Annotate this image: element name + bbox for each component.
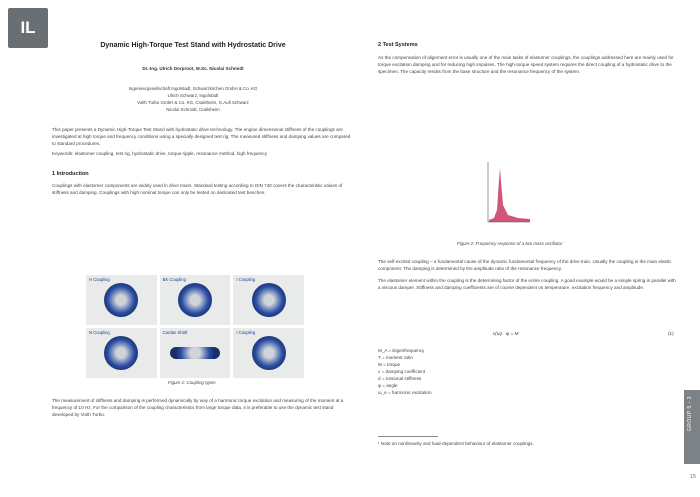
affiliation-line: Ingenieurgesellschaft Ingolstadt, Schwarzkirchen GmbH & Co. KG xyxy=(128,86,258,91)
tile-label: H Coupling xyxy=(89,277,110,282)
figure-tile xyxy=(86,275,157,325)
tile-label: I Coupling xyxy=(236,330,256,335)
affiliation-line: Ulrich Schwarz, Ingolstadt xyxy=(167,93,219,98)
figure-tile xyxy=(233,328,304,378)
tile-label: BK Coupling xyxy=(162,277,186,282)
section-2-text-2: The self-excited coupling – a fundamental cause of the dynamic fundamental frequency of the drive train. Usually the coupling is the main elastic component. The damping is determined by the amplitude ratio of the resonance frequency. xyxy=(378,259,672,271)
symbol-item: c = damping coefficient xyxy=(378,369,426,374)
figure-tile xyxy=(160,328,231,378)
equation: c(ω) · ψ = M xyxy=(493,331,519,336)
section-2-heading: 2 Test Systems xyxy=(378,42,418,48)
figure-1-caption: Figure 1: Coupling types xyxy=(168,380,216,385)
coupling-image xyxy=(104,283,138,317)
side-label: GROUP 5 - 3 xyxy=(687,396,693,432)
figure-tile xyxy=(160,275,231,325)
coupling-image xyxy=(252,336,286,370)
affiliation-line: Voith Turbo GmbH & Co. KG, Crailsheim, G.Aufi Schwarz xyxy=(137,100,249,105)
affiliation-line: Nicolai Schmidt, Crailsheim xyxy=(166,107,220,112)
coupling-image xyxy=(178,283,212,317)
section-tab xyxy=(684,390,700,464)
coupling-image xyxy=(252,283,286,317)
section-2-text: As the compensation of alignment error is usually one of the main tasks of elastomer couplings, the couplings addressed here are mainly used for torque excitation damping and for reducing high impulses. The high-torque speed system requires the direct coupling of a hydrostatic drive to the specimen. The capacity results from the base structure and the resonance frequency of the system. xyxy=(378,55,674,74)
tile-label: I Coupling xyxy=(236,277,256,282)
coupling-figure xyxy=(86,275,304,378)
logo: IL xyxy=(8,8,48,48)
figure-tile xyxy=(233,275,304,325)
equation-number: (1) xyxy=(668,331,674,336)
symbol-item: ω_e = harmonic excitation xyxy=(378,390,432,395)
symbol-item: T = moment ratio xyxy=(378,355,413,360)
coupling-image xyxy=(170,347,220,359)
abstract: This paper presents a Dynamic High-Torque Test Stand with hydrostatic drive technology. The engine dimensional stiffness of the couplings are investigated at high torque and frequency conditions using a specially designed test rig. The measured stiffness and damping values are compared to standard procedures. xyxy=(52,127,351,146)
affiliations xyxy=(68,85,318,113)
section-1-text: Couplings with elastomer components are widely used in drive trains. Standard testing according to DIN 740 covers the characteristic values of stiffness and damping. Couplings with high nominal torque can only be tested on dedicated test benches. xyxy=(52,183,343,195)
symbol-item: M_A = Eigenfrequency xyxy=(378,348,425,353)
symbol-item: φ = angle xyxy=(378,383,398,388)
footnote: ¹ Note on nonlinearity and load-dependent behaviour of elastomer couplings. xyxy=(378,441,534,446)
keywords: Keywords: elastomer coupling, test rig, hydrostatic drive, torque ripple, resonance method, high frequency xyxy=(52,151,267,156)
section-2-text-3: The elastomer element within the coupling is the determining factor of the entire coupling. A good example would be a simple spring in parallel with a viscous damper. Stiffness and damping coefficients are of course dependent on temperature, excitation frequency and amplitude. xyxy=(378,278,676,290)
frequency-response-chart xyxy=(484,160,532,226)
page-number: 15 xyxy=(689,474,696,480)
footnote-divider xyxy=(378,436,438,437)
coupling-image xyxy=(104,336,138,370)
figure-2-caption: Figure 2: Frequency response of a two mass oscillator xyxy=(457,241,563,246)
authors: Dr.-Ing. Ulrich Dorproot, M.Sc. Nicolai Schmidt xyxy=(142,66,244,71)
tile-label: N Coupling xyxy=(89,330,110,335)
response-curve xyxy=(489,168,530,222)
symbol-list xyxy=(378,347,678,396)
figure-tile xyxy=(86,328,157,378)
symbol-item: M = torque xyxy=(378,362,401,367)
tile-label: Cardan Shaft xyxy=(162,330,188,335)
section-1-text-2: The measurement of stiffness and damping is performed dynamically by way of a harmonic torque excitation and measuring of the moment at a frequency of 10 Hz. For the comparison of the coupling characteristics from large torque data, it is preferable to use the dynamic test stand developed by Voith Turbo. xyxy=(52,398,344,417)
section-1-heading: 1 Introduction xyxy=(52,171,89,177)
paper-title: Dynamic High-Torque Test Stand with Hydrostatic Drive xyxy=(100,42,286,49)
symbol-item: d = torsional stiffness xyxy=(378,376,422,381)
